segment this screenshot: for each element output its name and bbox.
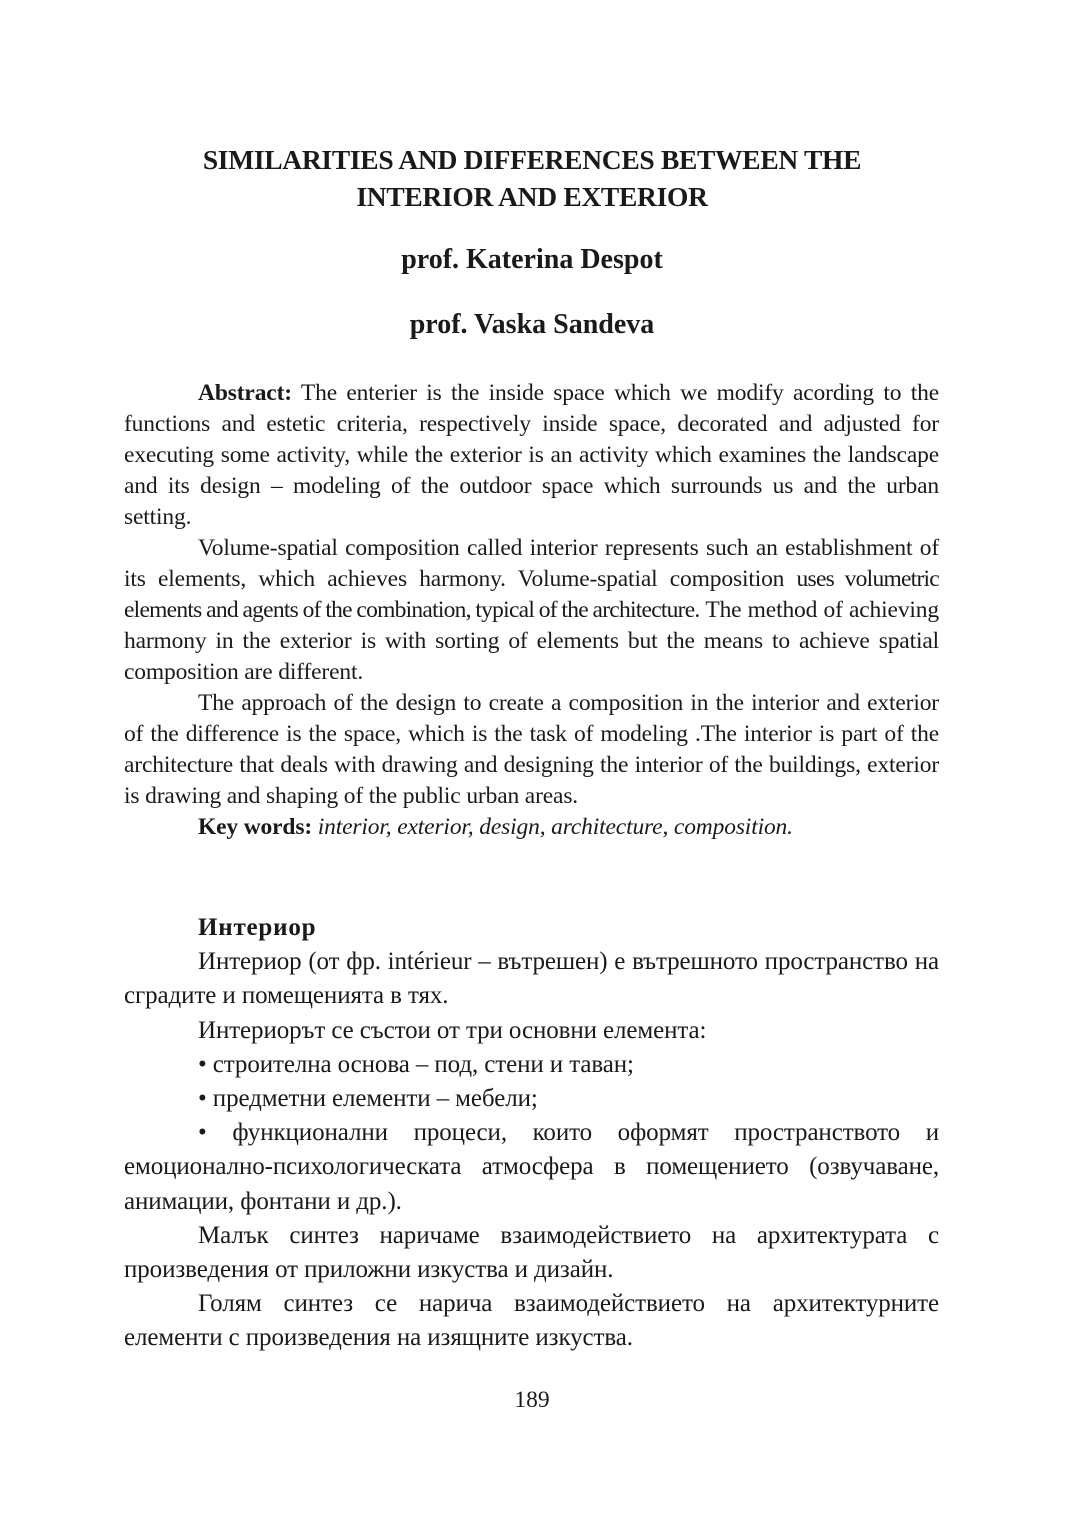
abstract-paragraph-1 [124, 378, 939, 533]
keywords-line [124, 812, 939, 843]
section-body [124, 911, 939, 1356]
paper-title-line-1: SIMILARITIES AND DIFFERENCES BETWEEN THE [202, 144, 862, 175]
keywords-label: Key words: [198, 814, 313, 840]
page-number: 189 [514, 1387, 550, 1413]
section-paragraph-2: Интериорът се състои от три основни елемента: [198, 1016, 707, 1044]
section-paragraph-4: Голям синтез се нарича взаимодействието на архитектурните елементи с произведения на изящните изкуства. [124, 1290, 939, 1352]
section-paragraph-1: Интериор (от фр. intérieur – вътрешен) е вътрешното пространство на сградите и помещенията в тях. [124, 948, 939, 1010]
abstract-block [124, 378, 939, 843]
abstract-paragraph-2 [124, 533, 939, 688]
bullet-item-1: • строителна основа – под, стени и таван; [198, 1050, 634, 1078]
abstract-paragraph-3: The approach of the design to create a composition in the interior and exterior of the difference is the space, which is the task of modeling .The interior is part of the architecture that deals with drawing and designing the interior of the buildings, exterior is drawing and shaping of the public urban areas. [124, 690, 939, 809]
bullet-item-3: • функционални процеси, които оформят пространството и емоционално-психологическата атмосфера в помещението (озвучаване, анимации, фонтани и др.). [124, 1119, 939, 1215]
abstract-paragraph-2-part-c: The method of achieving harmony in the exterior is with sorting of elements but the means to achieve spatial composition are different. [124, 597, 939, 685]
abstract-paragraph-2-part-b: uses volumetric elements and agents of the combination, typical of the architecture. [124, 566, 939, 623]
keywords-list: interior, exterior, design, architecture, composition. [317, 814, 793, 840]
author-2: prof. Vaska Sandeva [409, 309, 655, 340]
paper-title-line-2: INTERIOR AND EXTERIOR [356, 181, 708, 212]
section-paragraph-3: Малък синтез наричаме взаимодействието на архитектурата с произведения от приложни изкуства и дизайн. [124, 1221, 939, 1284]
bullet-item-2: • предметни елементи – мебели; [198, 1085, 538, 1113]
abstract-label: Abstract: [198, 380, 292, 406]
paper-title [120, 141, 944, 215]
abstract-paragraph-2-part-a: Volume-spatial composition called interior represents such an establishment of its elements, which achieves harmony. Volume-spatial composition [124, 535, 939, 592]
abstract-text: The enterier is the inside space which we modify acording to the functions and estetic criteria, respectively inside space, decorated and adjusted for executing some activity, while the exterior is an activity which examines the landscape and its design – modeling of the outdoor space which surrounds us and the urban setting. [124, 380, 939, 530]
section-heading: Интериор [198, 914, 317, 941]
author-1: prof. Katerina Despot [401, 244, 663, 275]
